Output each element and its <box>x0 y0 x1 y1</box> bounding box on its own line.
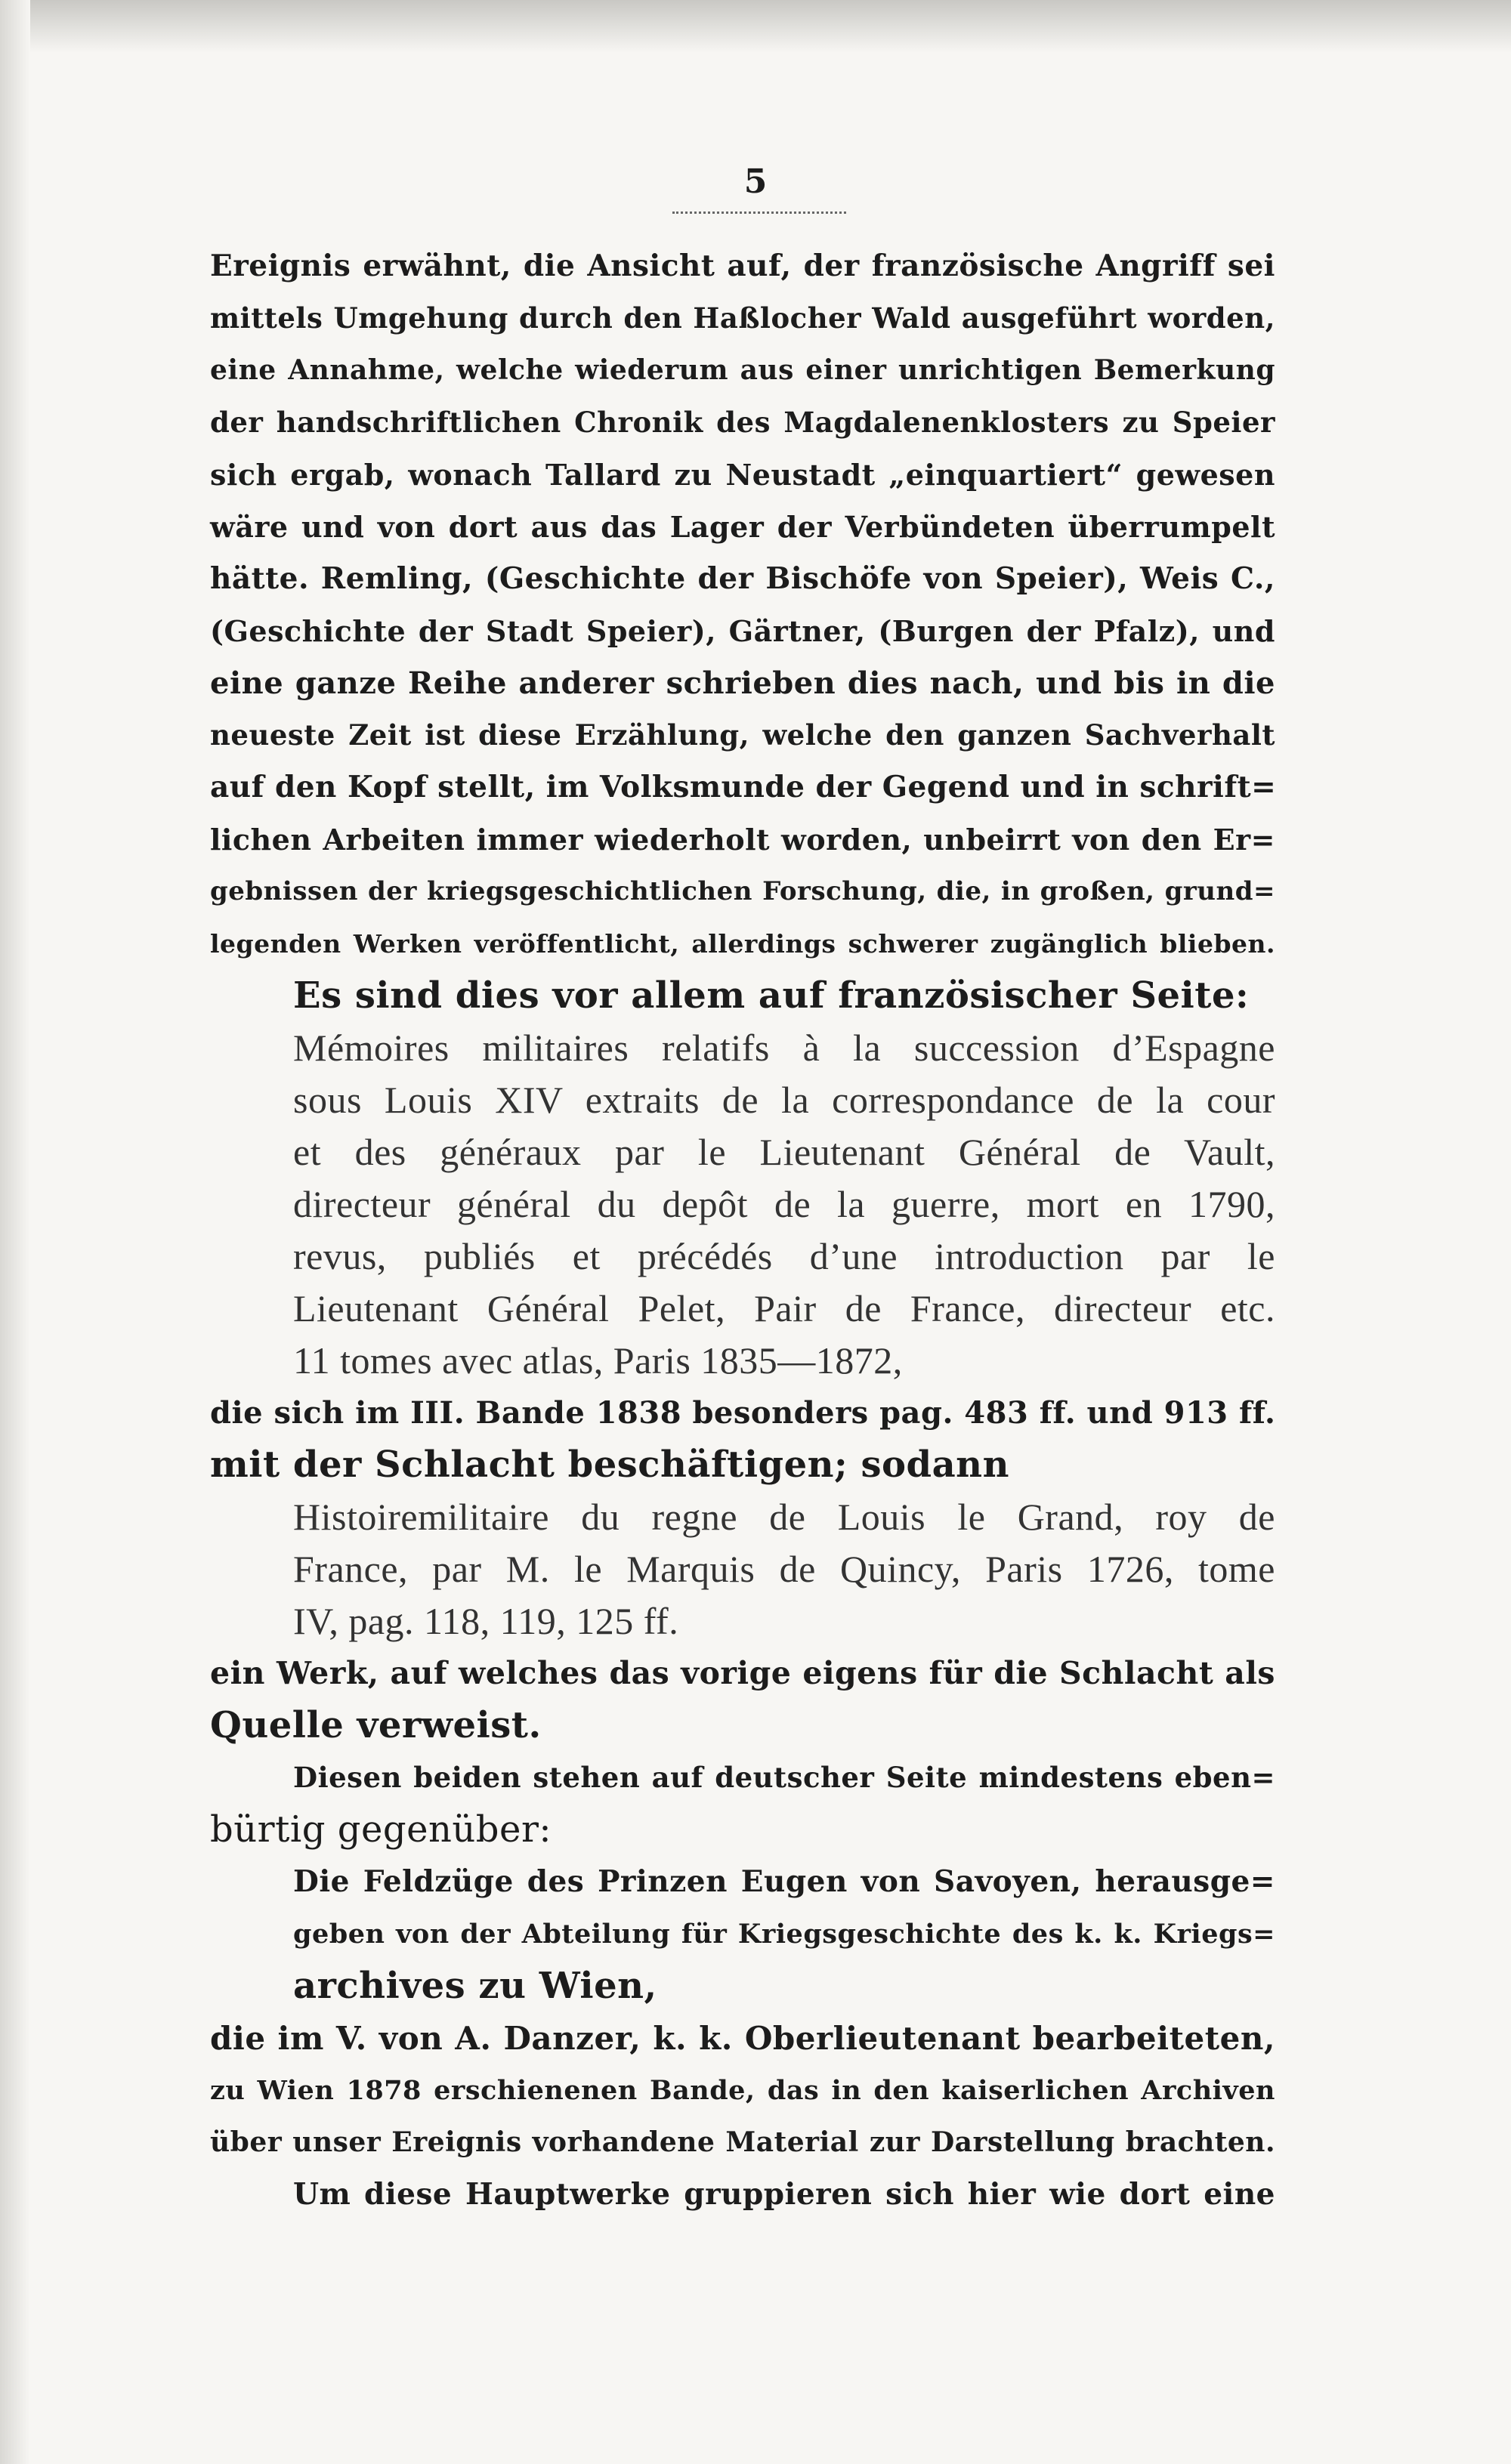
citation-line: Die Feldzüge des Prinzen Eugen von Savoyen, herausge= <box>293 1864 1275 1899</box>
citation-line: directeur général du depôt de la guerre, mort en 1790, <box>293 1183 1275 1225</box>
text-line: zu Wien 1878 erschienenen Bande, das in den kaiserlichen Archiven <box>210 2075 1275 2106</box>
text-line: hätte. Remling, (Geschichte der Bischöfe von Speier), Weis C., <box>210 561 1275 596</box>
page-number: 5 <box>743 162 768 201</box>
text-line: Quelle verweist. <box>210 1704 542 1746</box>
citation-line: France, par M. le Marquis de Quincy, Paris 1726, tome <box>293 1548 1275 1590</box>
text-line: ein Werk, auf welches das vorige eigens für die Schlacht als <box>210 1655 1275 1691</box>
text-line: neueste Zeit ist diese Erzählung, welche den ganzen Sachverhalt <box>210 718 1275 752</box>
citation-line: et des généraux par le Lieutenant Général de Vault, <box>293 1131 1275 1173</box>
text-line: Um diese Hauptwerke gruppieren sich hier wie dort eine <box>293 2177 1275 2212</box>
text-line: legenden Werken veröffentlicht, allerdings schwerer zugänglich blieben. <box>210 929 1275 959</box>
citation-line: Mémoires militaires relatifs à la succession d’Espagne <box>293 1027 1275 1069</box>
text-line: (Geschichte der Stadt Speier), Gärtner, (Burgen der Pfalz), und <box>210 614 1275 648</box>
citation-line: Lieutenant Général Pelet, Pair de France, directeur etc. <box>293 1287 1275 1329</box>
citation-line: revus, publiés et précédés d’une introduction par le <box>293 1235 1275 1277</box>
text-line: die sich im III. Bande 1838 besonders pag. 483 ff. und 913 ff. <box>210 1395 1276 1431</box>
text-line: Es sind dies vor allem auf französischer Seite: <box>293 974 1250 1017</box>
text-line: wäre und von dort aus das Lager der Verbündeten überrumpelt <box>210 510 1275 544</box>
text-line: die im V. von A. Danzer, k. k. Oberlieutenant bearbeiteten, <box>210 2020 1275 2057</box>
citation-line: 11 tomes avec atlas, Paris 1835—1872, <box>293 1339 903 1382</box>
scan-shadow-left <box>0 0 30 2464</box>
text-line: auf den Kopf stellt, im Volksmunde der Gegend und in schrift= <box>210 770 1277 804</box>
text-line: sich ergab, wonach Tallard zu Neustadt „einquartiert“ gewesen <box>210 458 1275 492</box>
citation-line: sous Louis XIV extraits de la correspondance de la cour <box>293 1079 1275 1121</box>
text-line: Ereignis erwähnt, die Ansicht auf, der französische Angriff sei <box>210 249 1275 283</box>
text-line: eine Annahme, welche wiederum aus einer unrichtigen Bemerkung <box>210 354 1275 386</box>
text-line: bürtig gegenüber: <box>210 1808 552 1851</box>
text-line: Diesen beiden stehen auf deutscher Seite mindestens eben= <box>293 1761 1275 1794</box>
citation-line: archives zu Wien, <box>293 1965 657 2007</box>
body-text <box>210 240 1275 2221</box>
text-line: lichen Arbeiten immer wiederholt worden, unbeirrt von den Er= <box>210 823 1275 857</box>
text-line: über unser Ereignis vorhandene Material zur Darstellung brachten. <box>210 2126 1275 2158</box>
text-line: eine ganze Reihe anderer schrieben dies nach, und bis in die <box>210 665 1275 701</box>
scan-shadow-top <box>0 0 1511 53</box>
text-line: mit der Schlacht beschäftigen; sodann <box>210 1444 1009 1486</box>
text-line: der handschriftlichen Chronik des Magdalenenklosters zu Speier <box>210 406 1275 439</box>
text-line: gebnissen der kriegsgeschichtlichen Forschung, die, in großen, grund= <box>210 876 1275 906</box>
citation-line: geben von der Abteilung für Kriegsgeschichte des k. k. Kriegs= <box>293 1919 1275 1950</box>
citation-line: IV, pag. 118, 119, 125 ff. <box>293 1600 679 1642</box>
header-rule <box>672 212 846 214</box>
citation-line: Histoiremilitaire du regne de Louis le Grand, roy de <box>293 1496 1275 1538</box>
text-line: mittels Umgehung durch den Haßlocher Wald ausgeführt worden, <box>210 301 1275 335</box>
